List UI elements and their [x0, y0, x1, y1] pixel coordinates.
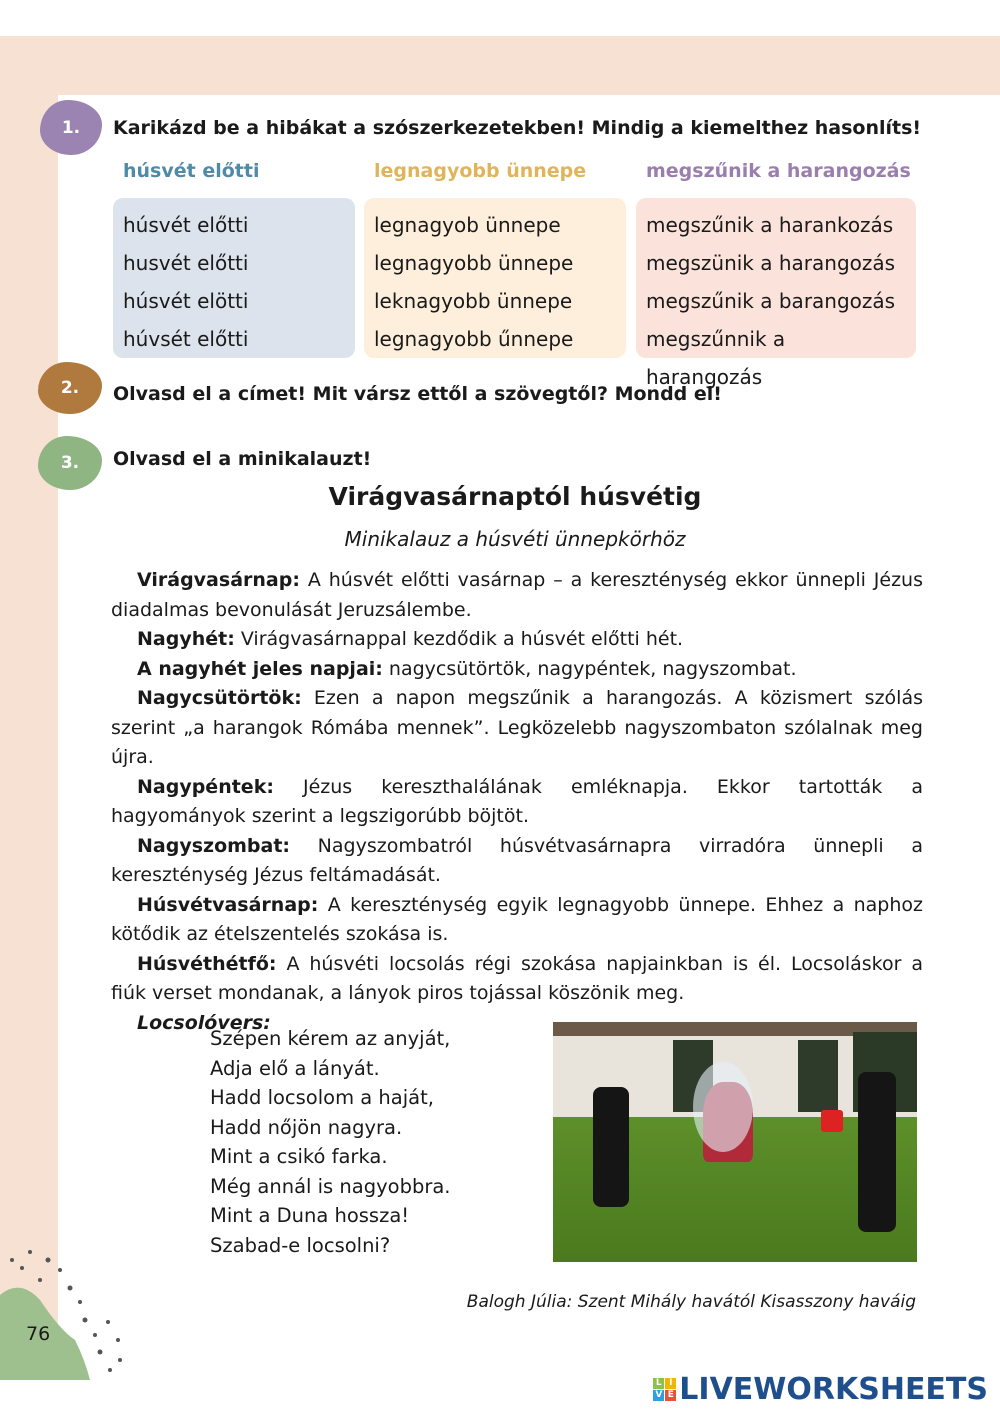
definition: Jézus kereszthalálának emléknapja. Ekkor tartották a hagyományok szerint a legszigorúbb böjtöt.: [111, 775, 923, 827]
phrase-box: [636, 198, 916, 389]
column-header: húsvét előtti: [123, 160, 260, 182]
definition: A kereszténység egyik legnagyobb ünnepe. Ehhez a naphoz kötődik az ételszentelés szokása is.: [111, 893, 923, 945]
poem-line: Mint a Duna hossza!: [210, 1204, 410, 1227]
poem-line: Még annál is nagyobbra.: [210, 1174, 451, 1198]
article-body: [111, 566, 923, 1038]
glossary-entry: [111, 655, 923, 685]
left-band: [0, 95, 58, 1380]
logo-text: LIVEWORKSHEETS: [679, 1372, 988, 1407]
article-title: Virágvasárnaptól húsvétig: [328, 482, 702, 511]
glossary-entry: [111, 773, 923, 832]
phrase-option[interactable]: legnagyobb űnnepe: [374, 327, 574, 351]
page-number: 76: [26, 1323, 51, 1345]
term: Virágvasárnap:: [137, 569, 300, 591]
task-number: 2.: [60, 378, 80, 398]
phrase-option[interactable]: legnagyobb ünnepe: [374, 251, 574, 275]
phrase-option[interactable]: húsvét előtti: [123, 213, 249, 237]
term: Nagyszombat:: [137, 834, 291, 857]
phrase-option[interactable]: legnagyob ünnepe: [374, 213, 561, 237]
poem: [210, 1024, 450, 1260]
phrase-option[interactable]: húsvét elötti: [123, 289, 249, 313]
phrase-option[interactable]: megszünik a harangozás: [646, 251, 896, 275]
term: Nagyhét:: [137, 628, 235, 650]
definition: nagycsütörtök, nagypéntek, nagyszombat.: [382, 657, 797, 680]
poem-line: Adja elő a lányát.: [210, 1056, 380, 1080]
phrase-box: [113, 198, 355, 358]
phrase-option[interactable]: megszűnik a harankozás: [646, 213, 894, 237]
phrase-option[interactable]: megszűnik a barangozás: [646, 289, 896, 313]
poem-line: Hadd nőjön nagyra.: [210, 1115, 403, 1139]
definition: Ezen a napon megszűnik a harangozás. A közismert szólás szerint „a harangok Rómába mennek”. Legközelebb nagyszombaton szólalnak meg újra.: [111, 687, 923, 768]
poem-line: Mint a csikó farka.: [210, 1145, 388, 1168]
easter-sprinkling-photo: [553, 1022, 917, 1262]
decorative-blob-dots: [0, 1240, 140, 1390]
definition: Nagyszombatról húsvétvasárnapra virradóra ünnepli a kereszténység Jézus feltámadását.: [111, 834, 923, 886]
top-band: [0, 36, 1000, 95]
task-instruction: Karikázd be a hibákat a szószerkezetekben! Mindig a kiemelthez hasonlíts!: [113, 117, 922, 139]
liveworksheets-logo: [653, 1372, 988, 1407]
task-instruction: Olvasd el a címet! Mit vársz ettől a szövegtől? Mondd el!: [113, 383, 722, 405]
poem-label: Locsolóvers:: [137, 1011, 271, 1034]
term: Húsvéthétfő:: [137, 952, 277, 975]
definition: A húsvéti locsolás régi szokása napjainkban is él. Locsoláskor a fiúk verset mondanak, a lányok piros tojással köszönik meg.: [111, 952, 923, 1004]
phrase-box: [364, 198, 626, 358]
column-header: megszűnik a harangozás: [646, 160, 911, 182]
phrase-option[interactable]: husvét előtti: [123, 251, 249, 275]
task-number-badge: [40, 100, 102, 155]
column-header: legnagyobb ünnepe: [374, 160, 587, 182]
phrase-option[interactable]: leknagyobb ünnepe: [374, 289, 573, 313]
task-number-badge: [38, 362, 102, 414]
term: Nagycsütörtök:: [137, 687, 302, 709]
poem-line: Szépen kérem az anyját,: [210, 1027, 451, 1050]
source-caption: Balogh Júlia: Szent Mihály havától Kisasszony haváig: [466, 1292, 916, 1312]
glossary-entry: [111, 832, 923, 891]
poem-line: Hadd locsolom a haját,: [210, 1086, 434, 1109]
glossary-entry: [111, 684, 923, 773]
task-instruction: Olvasd el a minikalauzt!: [113, 448, 372, 470]
glossary-entry: [111, 891, 923, 950]
glossary-entry: [111, 950, 923, 1009]
term: Húsvétvasárnap:: [137, 893, 319, 916]
definition: A húsvét előtti vasárnap – a kereszténység ekkor ünnepli Jézus diadalmas bevonulását Jeruzsálembe.: [111, 569, 923, 621]
term: Nagypéntek:: [137, 775, 274, 798]
glossary-entry: [111, 566, 923, 625]
poem-line: Szabad-e locsolni?: [210, 1233, 391, 1257]
definition: Virágvasárnappal kezdődik a húsvét előtti hét.: [234, 628, 684, 650]
article-subtitle: Minikalauz a húsvéti ünnepkörhöz: [344, 527, 686, 551]
task-number: 3.: [60, 453, 80, 473]
term: A nagyhét jeles napjai:: [137, 657, 383, 680]
logo-badge-icon: L I V E: [653, 1378, 676, 1401]
glossary-entry: [111, 625, 923, 655]
task-number: 1.: [61, 117, 81, 138]
phrase-option[interactable]: megszűnnik a harangozás: [646, 327, 786, 389]
phrase-option[interactable]: húvsét előtti: [123, 327, 249, 351]
